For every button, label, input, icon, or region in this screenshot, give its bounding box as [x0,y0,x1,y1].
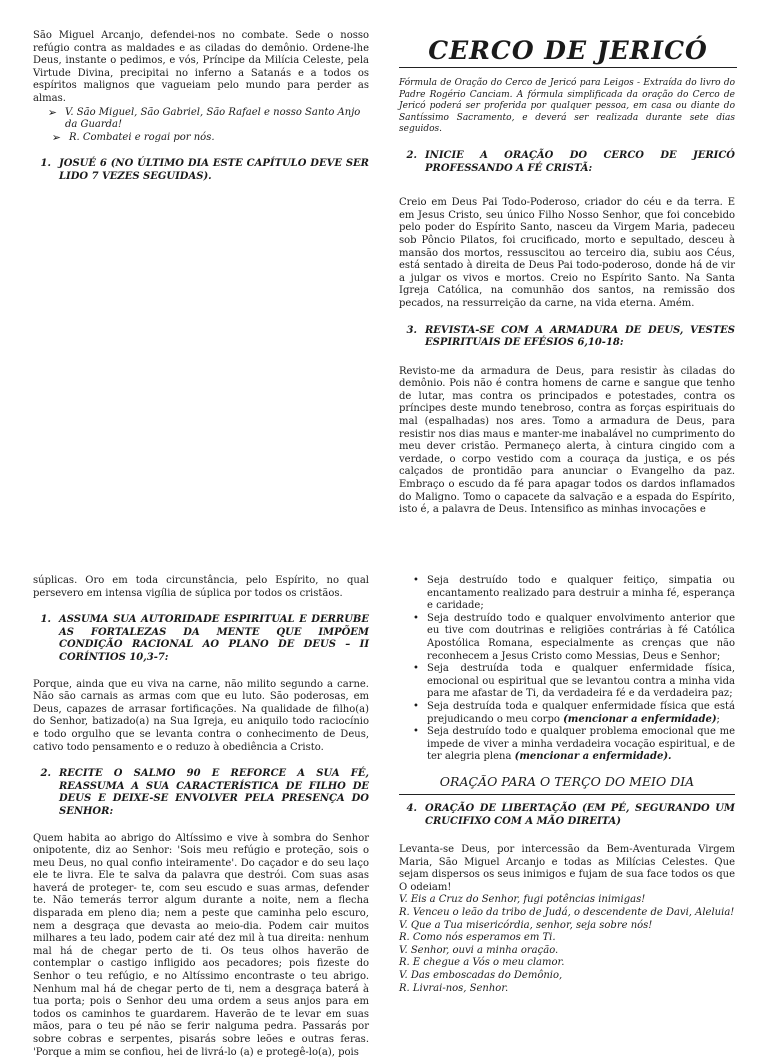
section-title-midday: ORAÇÃO PARA O TERÇO DO MEIO DIA [399,774,735,795]
list-item: • Seja destruída toda e qualquer enfermidade física que está prejudicando o meu corpo (mencionar a enfermidade); [399,701,735,726]
column-top-left [33,30,369,184]
continuation-text: súplicas. Oro em toda circunstância, pelo Espírito, no qual persevero em intensa vigília de súplica por todos os cristãos. [33,575,369,600]
list-item: • Seja destruído todo e qualquer envolvimento anterior que eu tive com doutrinas e religiões contrárias à fé Católica Apostólica Romana, especialmente as crenças que não reconhecem a Jesus Cristo como Messias, Deus e Senhor; [399,613,735,663]
column-bottom-right [399,575,735,995]
creed-text: Creio em Deus Pai Todo-Poderoso, criador do céu e da terra. E em Jesus Cristo, seu único Filho Nosso Senhor, que foi concebido pelo poder do Espírito Santo, nasceu da Virgem Maria, padeceu sob Pôncio Pilatos, foi crucificado, morto e sepultado, desceu à mansão dos mortos, ressuscitou ao terceiro dia, subiu aos Céus, está sentado à direita de Deus Pai todo-poderoso, donde há de vir a julgar os vivos e mortos. Creio no Espírito Santo. Na Santa Igreja Católica, na comunhão dos santos, na remissão dos pecados, na ressurreição da carne, na vida eterna. Amém. [399,197,735,310]
page-title: CERCO DE JERICÓ [399,38,737,68]
liberation-text: Levanta-se Deus, por intercessão da Bem-Aventurada Virgem Maria, São Miguel Arcanjo e todas as Milícias Celestes. Que sejam dispersos os seus inimigos e fujam de sua face todos os que O odeiam! [399,844,735,894]
response-line: V. Das emboscadas do Demônio, [399,970,735,983]
list-item: • Seja destruído todo e qualquer problema emocional que me impede de viver a minha verdadeira vocação espiritual, e de ter alegria plena (mencionar a enfermidade). [399,726,735,764]
response-line: V. Que a Tua misericórdia, senhor, seja sobre nós! [399,920,735,933]
column-top-right [399,38,735,517]
response-line: R. Livrai-nos, Senhor. [399,983,735,996]
arrow-bullet-icon: ➢ [33,107,57,132]
list-item: • Seja destruído todo e qualquer feitiço, simpatia ou encantamento realizado para destruir a minha fé, esperança e caridade; [399,575,735,613]
round-bullet-icon: • [413,701,427,726]
list-item: • Seja destruída toda e qualquer enfermidade física, emocional ou espiritual que se levantou contra a minha vida para me afastar de Ti, da verdadeira fé e da verdadeira paz; [399,663,735,701]
arrow-bullet-icon: ➢ [33,132,61,145]
column-bottom-left [33,575,369,1059]
response-line: R. E chegue a Vós o meu clamor. [399,957,735,970]
heading-liberation: 4. ORAÇÃO DE LIBERTAÇÃO (EM PÉ, SEGURANDO UM CRUCIFIXO COM A MÃO DIREITA) [399,803,735,828]
response-line: V. Senhor, ouvi a minha oração. [399,945,735,958]
round-bullet-icon: • [413,613,427,663]
armor-text: Revisto-me da armadura de Deus, para resistir às ciladas do demônio. Pois não é contra homens de carne e sangue que tenho de lutar, mas contra os principados e potestades, contra os príncipes deste mundo tenebroso, contra as forças espirituais do mal (espalhadas) nos ares. Tomo a armadura de Deus, para resistir nos dias maus e manter-me inabalável no cumprimento do meu dever cristão. Permaneço alerta, à cintura cingido com a verdade, o corpo vestido com a couraça da justiça, e os pés calçados de prontidão para anunciar o Evangelho da paz. Embraço o escudo da fé para apagar todos os dardos inflamados do Maligno. Tomo o capacete da salvação e a espada do Espírito, isto é, a palavra de Deus. Intensifico as minhas invocações e [399,366,735,517]
list-item: ➢ V. São Miguel, São Gabriel, São Rafael e nosso Santo Anjo da Guarda! [33,107,369,132]
responses-list [399,894,735,995]
heading-psalm: 2. RECITE O SALMO 90 E REFORCE A SUA FÉ, REASSUMA A SUA CARACTERÍSTICA DE FILHO DE DEUS E DEIXE-SE ENVOLVER PELA PRESENÇA DO SENHOR: [33,768,369,818]
heading-josue: 1. JOSUÉ 6 (NO ÚLTIMO DIA ESTE CAPÍTULO DEVE SER LIDO 7 VEZES SEGUIDAS). [33,158,369,183]
heading-authority: 1. ASSUMA SUA AUTORIDADE ESPIRITUAL E DERRUBE AS FORTALEZAS DA MENTE QUE IMPÕEM CONDIÇÃO RACIONAL AO PLANO DE DEUS – II CORÍNTIOS 10,3-7: [33,614,369,664]
list-item: ➢ R. Combatei e rogai por nós. [33,132,369,145]
response-line: V. Eis a Cruz do Senhor, fugi potências inimigas! [399,894,735,907]
subtitle-description: Fórmula de Oração do Cerco de Jericó para Leigos - Extraída do livro do Padre Rogério Canciam. A fórmula simplificada da oração do Cerco de Jericó poderá ser proferida por qualquer pessoa, em casa ou diante do Santíssimo Sacramento, e deverá ser realizada durante sete dias seguidos. [399,78,735,136]
versicle-list [33,107,369,145]
saint-michael-prayer: São Miguel Arcanjo, defendei-nos no combate. Sede o nosso refúgio contra as maldades e as ciladas do demônio. Ordene-lhe Deus, instante o pedimos, e vós, Príncipe da Milícia Celeste, pela Virtude Divina, precipitai no inferno a Satanás e a todos os espíritos malignos que vagueiam pelo mundo para perder as almas. [33,30,369,106]
response-line: R. Venceu o leão da tribo de Judá, o descendente de Davi, Aleluia! [399,907,735,920]
round-bullet-icon: • [413,663,427,701]
round-bullet-icon: • [413,575,427,613]
response-line: R. Como nós esperamos em Ti. [399,932,735,945]
destruction-list [399,575,735,764]
round-bullet-icon: • [413,726,427,764]
corinthians-text: Porque, ainda que eu viva na carne, não milito segundo a carne. Não são carnais as armas com que eu luto. São poderosas, em Deus, capazes de arrasar fortificações. Na qualidade de filho(a) do Senhor, batizado(a) na Sua Igreja, eu aniquilo todo raciocínio e todo orgulho que se levanta contra o conhecimento de Deus, cativo todo pensamento e o reduzo à obediência a Cristo. [33,679,369,755]
heading-armor: 3. REVISTA-SE COM A ARMADURA DE DEUS, VESTES ESPIRITUAIS DE EFÉSIOS 6,10-18: [399,325,735,350]
heading-creed: 2. INICIE A ORAÇÃO DO CERCO DE JERICÓ PROFESSANDO A FÉ CRISTÃ: [399,150,735,175]
psalm-text: Quem habita ao abrigo do Altíssimo e vive à sombra do Senhor onipotente, diz ao Senhor: 'Sois meu refúgio e proteção, sois o meu Deus, no qual confio inteiramente'. Do caçador e do seu laço ele te livra. Ele te salva da palavra que destrói. Com suas asas haverá de proteger- te, com seu escudo e suas armas, defender te. Não temerás terror algum durante a noite, nem a flecha disparada em pleno dia; nem a peste que caminha pelo escuro, nem a desgraça que devasta ao meio-dia. Podem cair muitos milhares a teu lado, podem cair até dez mil à tua direita: nenhum mal há de chegar perto de ti. Os teus olhos haverão de contemplar o castigo infligido aos pecadores; pois fizeste do Senhor o teu refúgio, e no Altíssimo encontraste o teu abrigo. Nenhum mal há de chegar perto de ti, nem a desgraça baterá à tua porta; pois o Senhor deu uma ordem a seus anjos para em todos os caminhos te guardarem. Haverão de te levar em suas mãos, para o teu pé não se ferir nalguma pedra. Passarás por sobre cobras e serpentes, pisarás sobre leões e outras feras. 'Porque a mim se confiou, hei de livrá-lo (a) e protegê-lo(a), pois [33,833,369,1059]
